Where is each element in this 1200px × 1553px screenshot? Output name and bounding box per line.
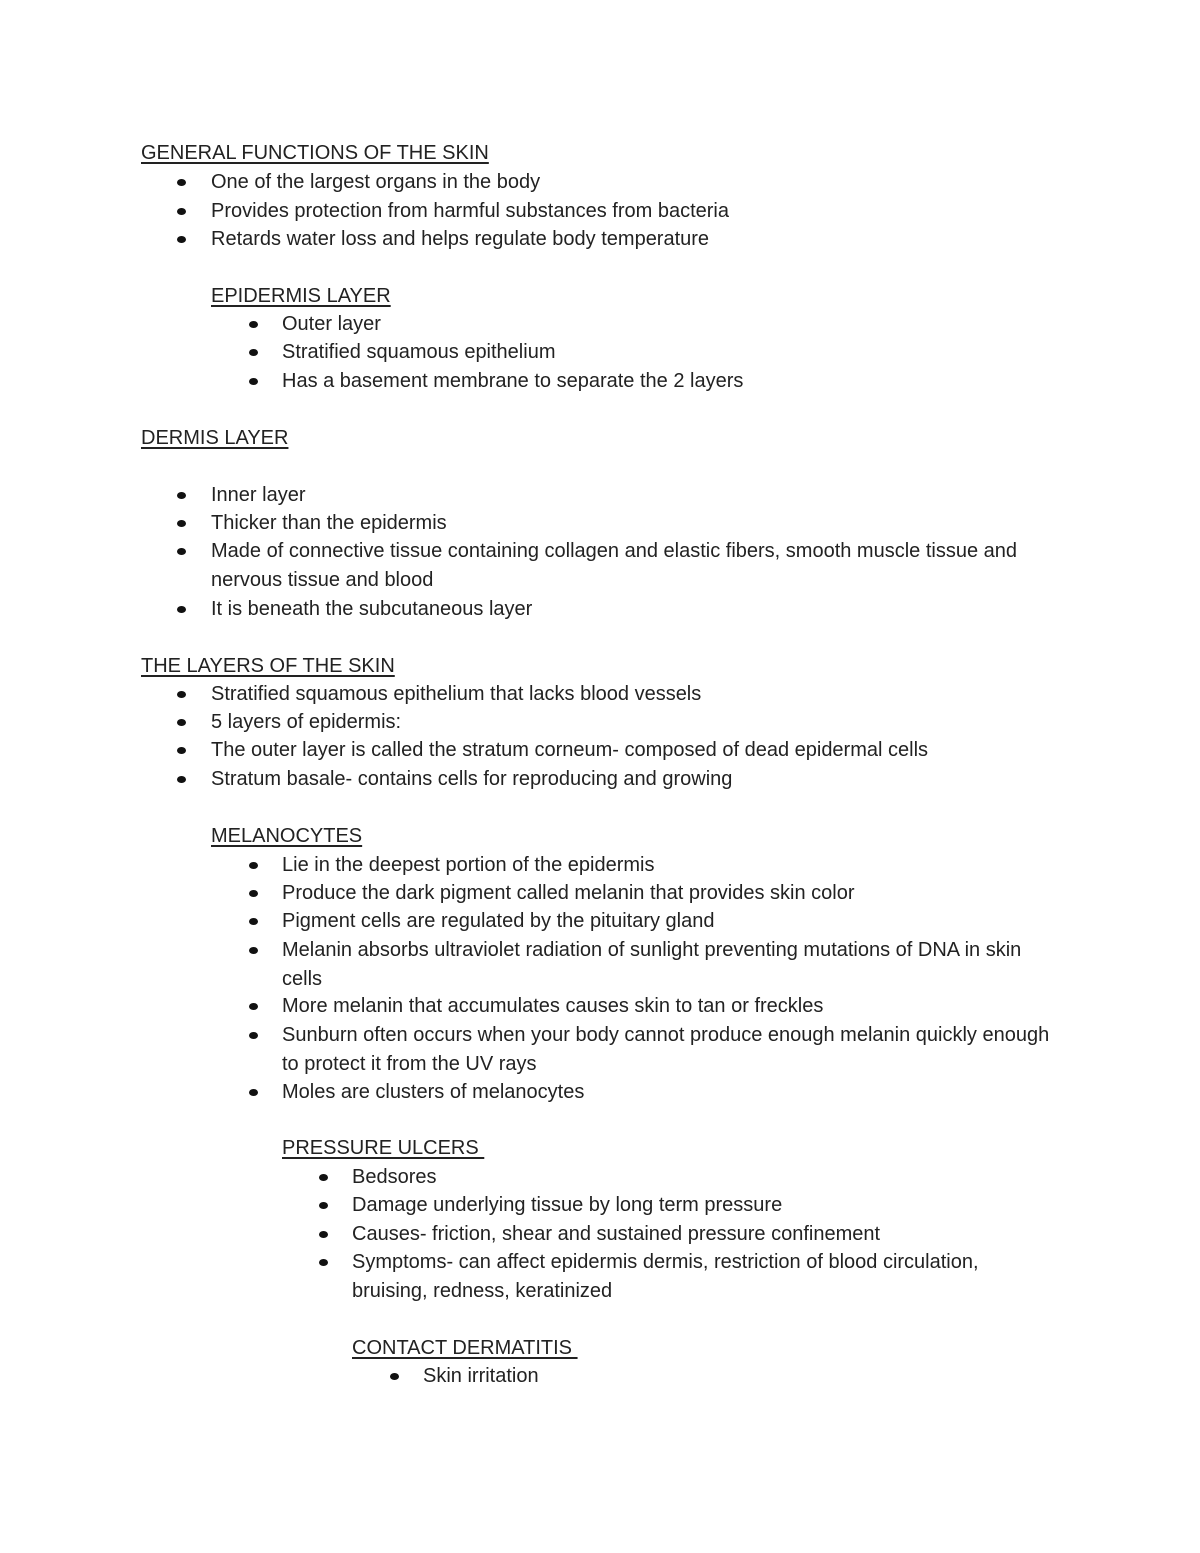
bullet-icon xyxy=(249,378,258,385)
bullet-icon xyxy=(249,349,258,356)
list-item: The outer layer is called the stratum corneum- composed of dead epidermal cells xyxy=(211,739,929,761)
list-item: Thicker than the epidermis xyxy=(211,512,447,534)
list-item: Produce the dark pigment called melanin that provides skin color xyxy=(282,882,855,904)
bullet-icon xyxy=(319,1259,328,1266)
list-item: Melanin absorbs ultraviolet radiation of sunlight preventing mutations of DNA in skin cells xyxy=(282,939,1022,990)
bullet-icon xyxy=(177,179,186,186)
bullet-icon xyxy=(177,548,186,555)
bullet-icon xyxy=(249,1032,258,1039)
list-item: Causes- friction, shear and sustained pressure confinement xyxy=(352,1223,881,1245)
bullet-icon xyxy=(249,890,258,897)
list-item: Symptoms- can affect epidermis dermis, restriction of blood circulation, bruising, redness, keratinized xyxy=(352,1251,979,1302)
bullet-icon xyxy=(177,606,186,613)
bullet-icon xyxy=(177,208,186,215)
section-heading-epidermis: EPIDERMIS LAYER xyxy=(211,285,391,307)
list-item: 5 layers of epidermis: xyxy=(211,711,402,733)
list-item: Stratum basale- contains cells for reproducing and growing xyxy=(211,768,733,790)
section-heading-pressure-ulcers: PRESSURE ULCERS xyxy=(282,1137,485,1159)
section-heading-dermis: DERMIS LAYER xyxy=(141,427,289,449)
list-item: Has a basement membrane to separate the 2 layers xyxy=(282,370,744,392)
list-item: One of the largest organs in the body xyxy=(211,171,541,193)
bullet-icon xyxy=(319,1202,328,1209)
bullet-icon xyxy=(319,1231,328,1238)
section-heading-contact-dermatitis: CONTACT DERMATITIS xyxy=(352,1337,578,1359)
bullet-icon xyxy=(177,747,186,754)
bullet-icon xyxy=(177,236,186,243)
section-heading-melanocytes: MELANOCYTES xyxy=(211,825,363,847)
bullet-icon xyxy=(177,520,186,527)
list-item: Inner layer xyxy=(211,484,306,506)
bullet-icon xyxy=(177,492,186,499)
list-item: Bedsores xyxy=(352,1166,437,1188)
bullet-icon xyxy=(177,719,186,726)
list-item: Moles are clusters of melanocytes xyxy=(282,1081,585,1103)
bullet-icon xyxy=(249,1089,258,1096)
bullet-icon xyxy=(249,1003,258,1010)
bullet-icon xyxy=(249,918,258,925)
bullet-icon xyxy=(319,1174,328,1181)
list-item: It is beneath the subcutaneous layer xyxy=(211,598,533,620)
list-item: Skin irritation xyxy=(423,1365,539,1387)
list-item: More melanin that accumulates causes skin to tan or freckles xyxy=(282,995,824,1017)
list-item: Outer layer xyxy=(282,313,381,335)
list-item: Sunburn often occurs when your body cannot produce enough melanin quickly enough to protect it from the UV rays xyxy=(282,1024,1050,1075)
bullet-icon xyxy=(249,947,258,954)
bullet-icon xyxy=(177,691,186,698)
bullet-icon xyxy=(177,776,186,783)
bullet-icon xyxy=(390,1373,399,1380)
list-item: Pigment cells are regulated by the pituitary gland xyxy=(282,910,715,932)
section-heading-layers: THE LAYERS OF THE SKIN xyxy=(141,655,395,677)
list-item: Stratified squamous epithelium xyxy=(282,341,556,363)
bullet-icon xyxy=(249,321,258,328)
list-item: Lie in the deepest portion of the epidermis xyxy=(282,854,655,876)
section-heading-general-functions: GENERAL FUNCTIONS OF THE SKIN xyxy=(141,142,489,164)
bullet-icon xyxy=(249,862,258,869)
list-item: Made of connective tissue containing collagen and elastic fibers, smooth muscle tissue and nervous tissue and blood xyxy=(211,540,1018,591)
list-item: Retards water loss and helps regulate body temperature xyxy=(211,228,710,250)
list-item: Provides protection from harmful substances from bacteria xyxy=(211,200,729,222)
list-item: Damage underlying tissue by long term pressure xyxy=(352,1194,783,1216)
list-item: Stratified squamous epithelium that lacks blood vessels xyxy=(211,683,702,705)
